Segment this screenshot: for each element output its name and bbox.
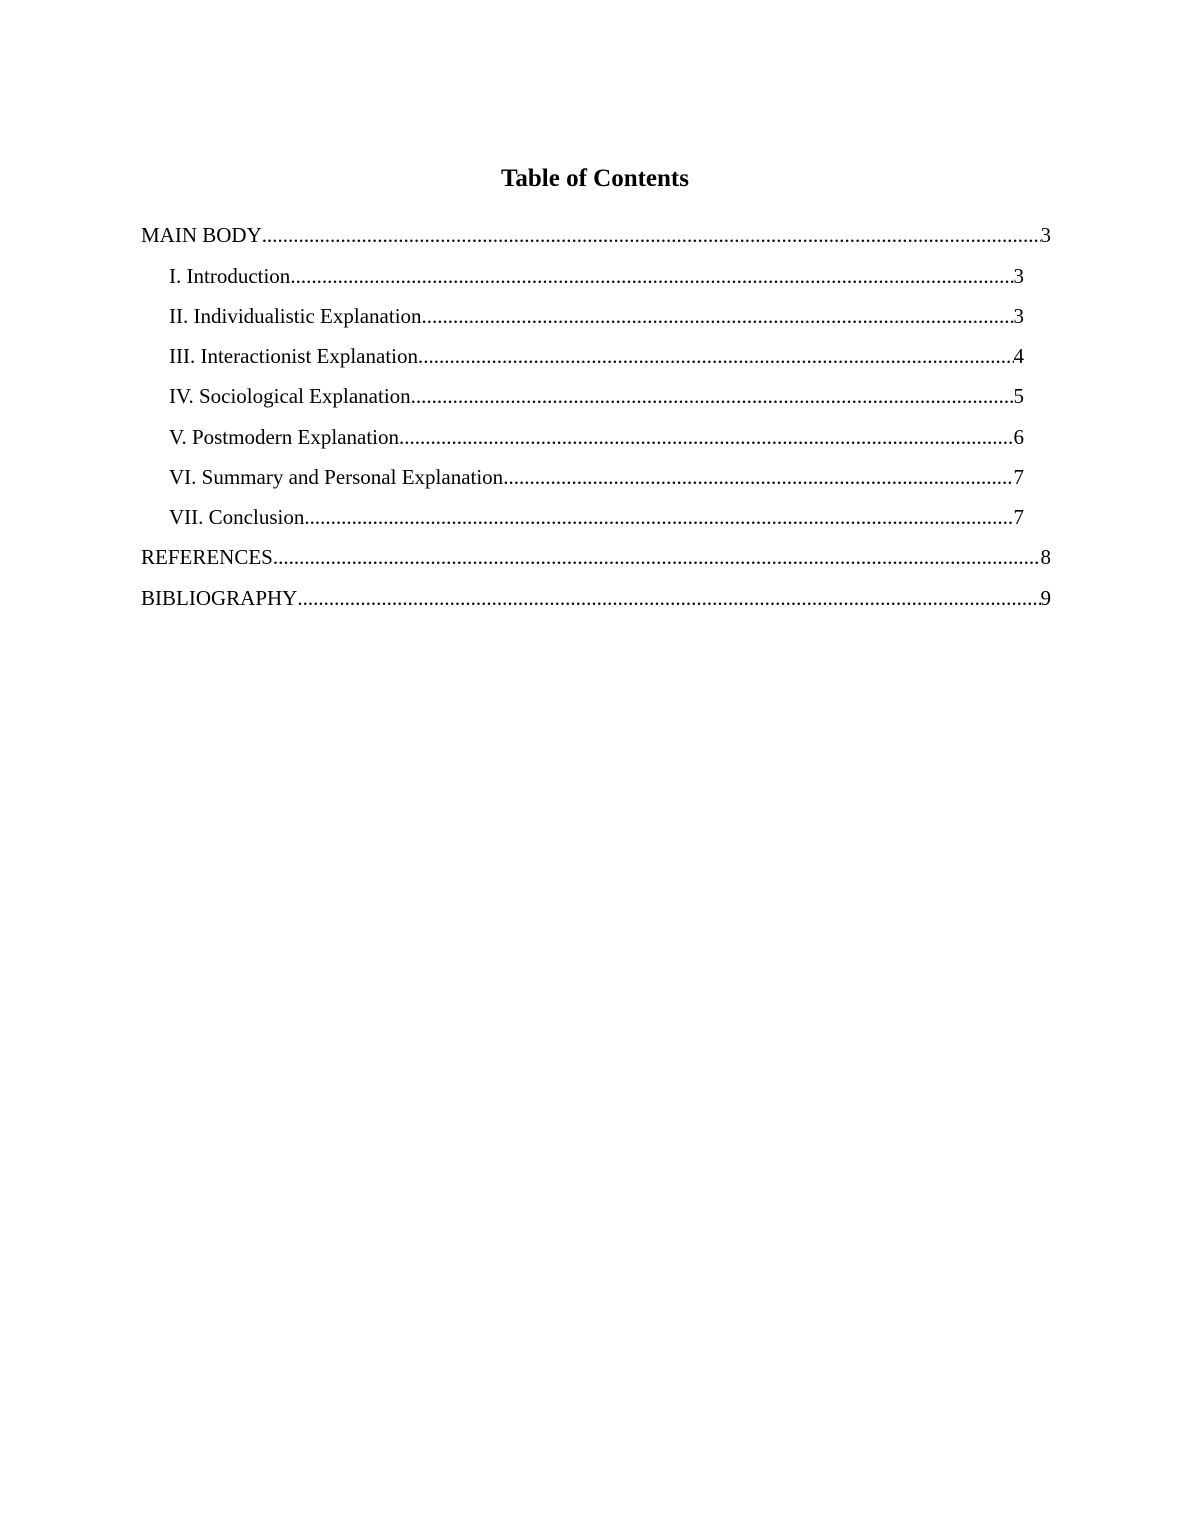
toc-page-number: 9 bbox=[1040, 586, 1051, 610]
toc-page-number: 8 bbox=[1040, 545, 1051, 569]
toc-entry-summary-personal-explanation[interactable] bbox=[169, 462, 1024, 492]
toc-page-number: 3 bbox=[1013, 304, 1024, 328]
toc-page-number: 6 bbox=[1013, 425, 1024, 449]
toc-page-number: 4 bbox=[1013, 344, 1024, 368]
toc-dot-leader bbox=[399, 422, 1013, 452]
toc-entry-label: REFERENCES bbox=[141, 545, 273, 569]
toc-entry-label: V. Postmodern Explanation bbox=[169, 425, 400, 449]
toc-entry-label: BIBLIOGRAPHY bbox=[141, 586, 298, 610]
toc-dot-leader bbox=[422, 301, 1014, 331]
toc-entry-bibliography[interactable] bbox=[141, 583, 1051, 613]
toc-dot-leader bbox=[273, 542, 1041, 572]
toc-entry-postmodern-explanation[interactable] bbox=[169, 422, 1024, 452]
toc-entry-conclusion[interactable] bbox=[169, 502, 1024, 532]
toc-dot-leader bbox=[262, 220, 1041, 250]
toc-entry-interactionist-explanation[interactable] bbox=[169, 341, 1024, 371]
toc-entry-label: VI. Summary and Personal Explanation bbox=[169, 465, 504, 489]
toc-entry-individualistic-explanation[interactable] bbox=[169, 301, 1024, 331]
toc-page-number: 3 bbox=[1040, 223, 1051, 247]
toc-entry-label: I. Introduction bbox=[169, 264, 291, 288]
toc-entry-label: IV. Sociological Explanation bbox=[169, 384, 411, 408]
toc-page-number: 7 bbox=[1013, 505, 1024, 529]
toc-dot-leader bbox=[418, 341, 1014, 371]
toc-entry-references[interactable] bbox=[141, 542, 1051, 572]
toc-entry-label: III. Interactionist Explanation bbox=[169, 344, 418, 368]
toc-entry-main-body[interactable] bbox=[141, 220, 1051, 250]
toc-page-number: 7 bbox=[1013, 465, 1024, 489]
toc-dot-leader bbox=[290, 261, 1013, 291]
toc-entry-introduction[interactable] bbox=[169, 261, 1024, 291]
toc-entry-label: VII. Conclusion bbox=[169, 505, 305, 529]
toc-page-number: 3 bbox=[1013, 264, 1024, 288]
toc-dot-leader bbox=[503, 462, 1013, 492]
toc-entry-sociological-explanation[interactable] bbox=[169, 381, 1024, 411]
toc-entry-label: MAIN BODY bbox=[141, 223, 262, 247]
toc-dot-leader bbox=[297, 583, 1040, 613]
toc-dot-leader bbox=[304, 502, 1013, 532]
toc-dot-leader bbox=[411, 381, 1014, 411]
toc-entry-label: II. Individualistic Explanation bbox=[169, 304, 422, 328]
toc-title: Table of Contents bbox=[501, 165, 689, 192]
toc-page-number: 5 bbox=[1013, 384, 1024, 408]
